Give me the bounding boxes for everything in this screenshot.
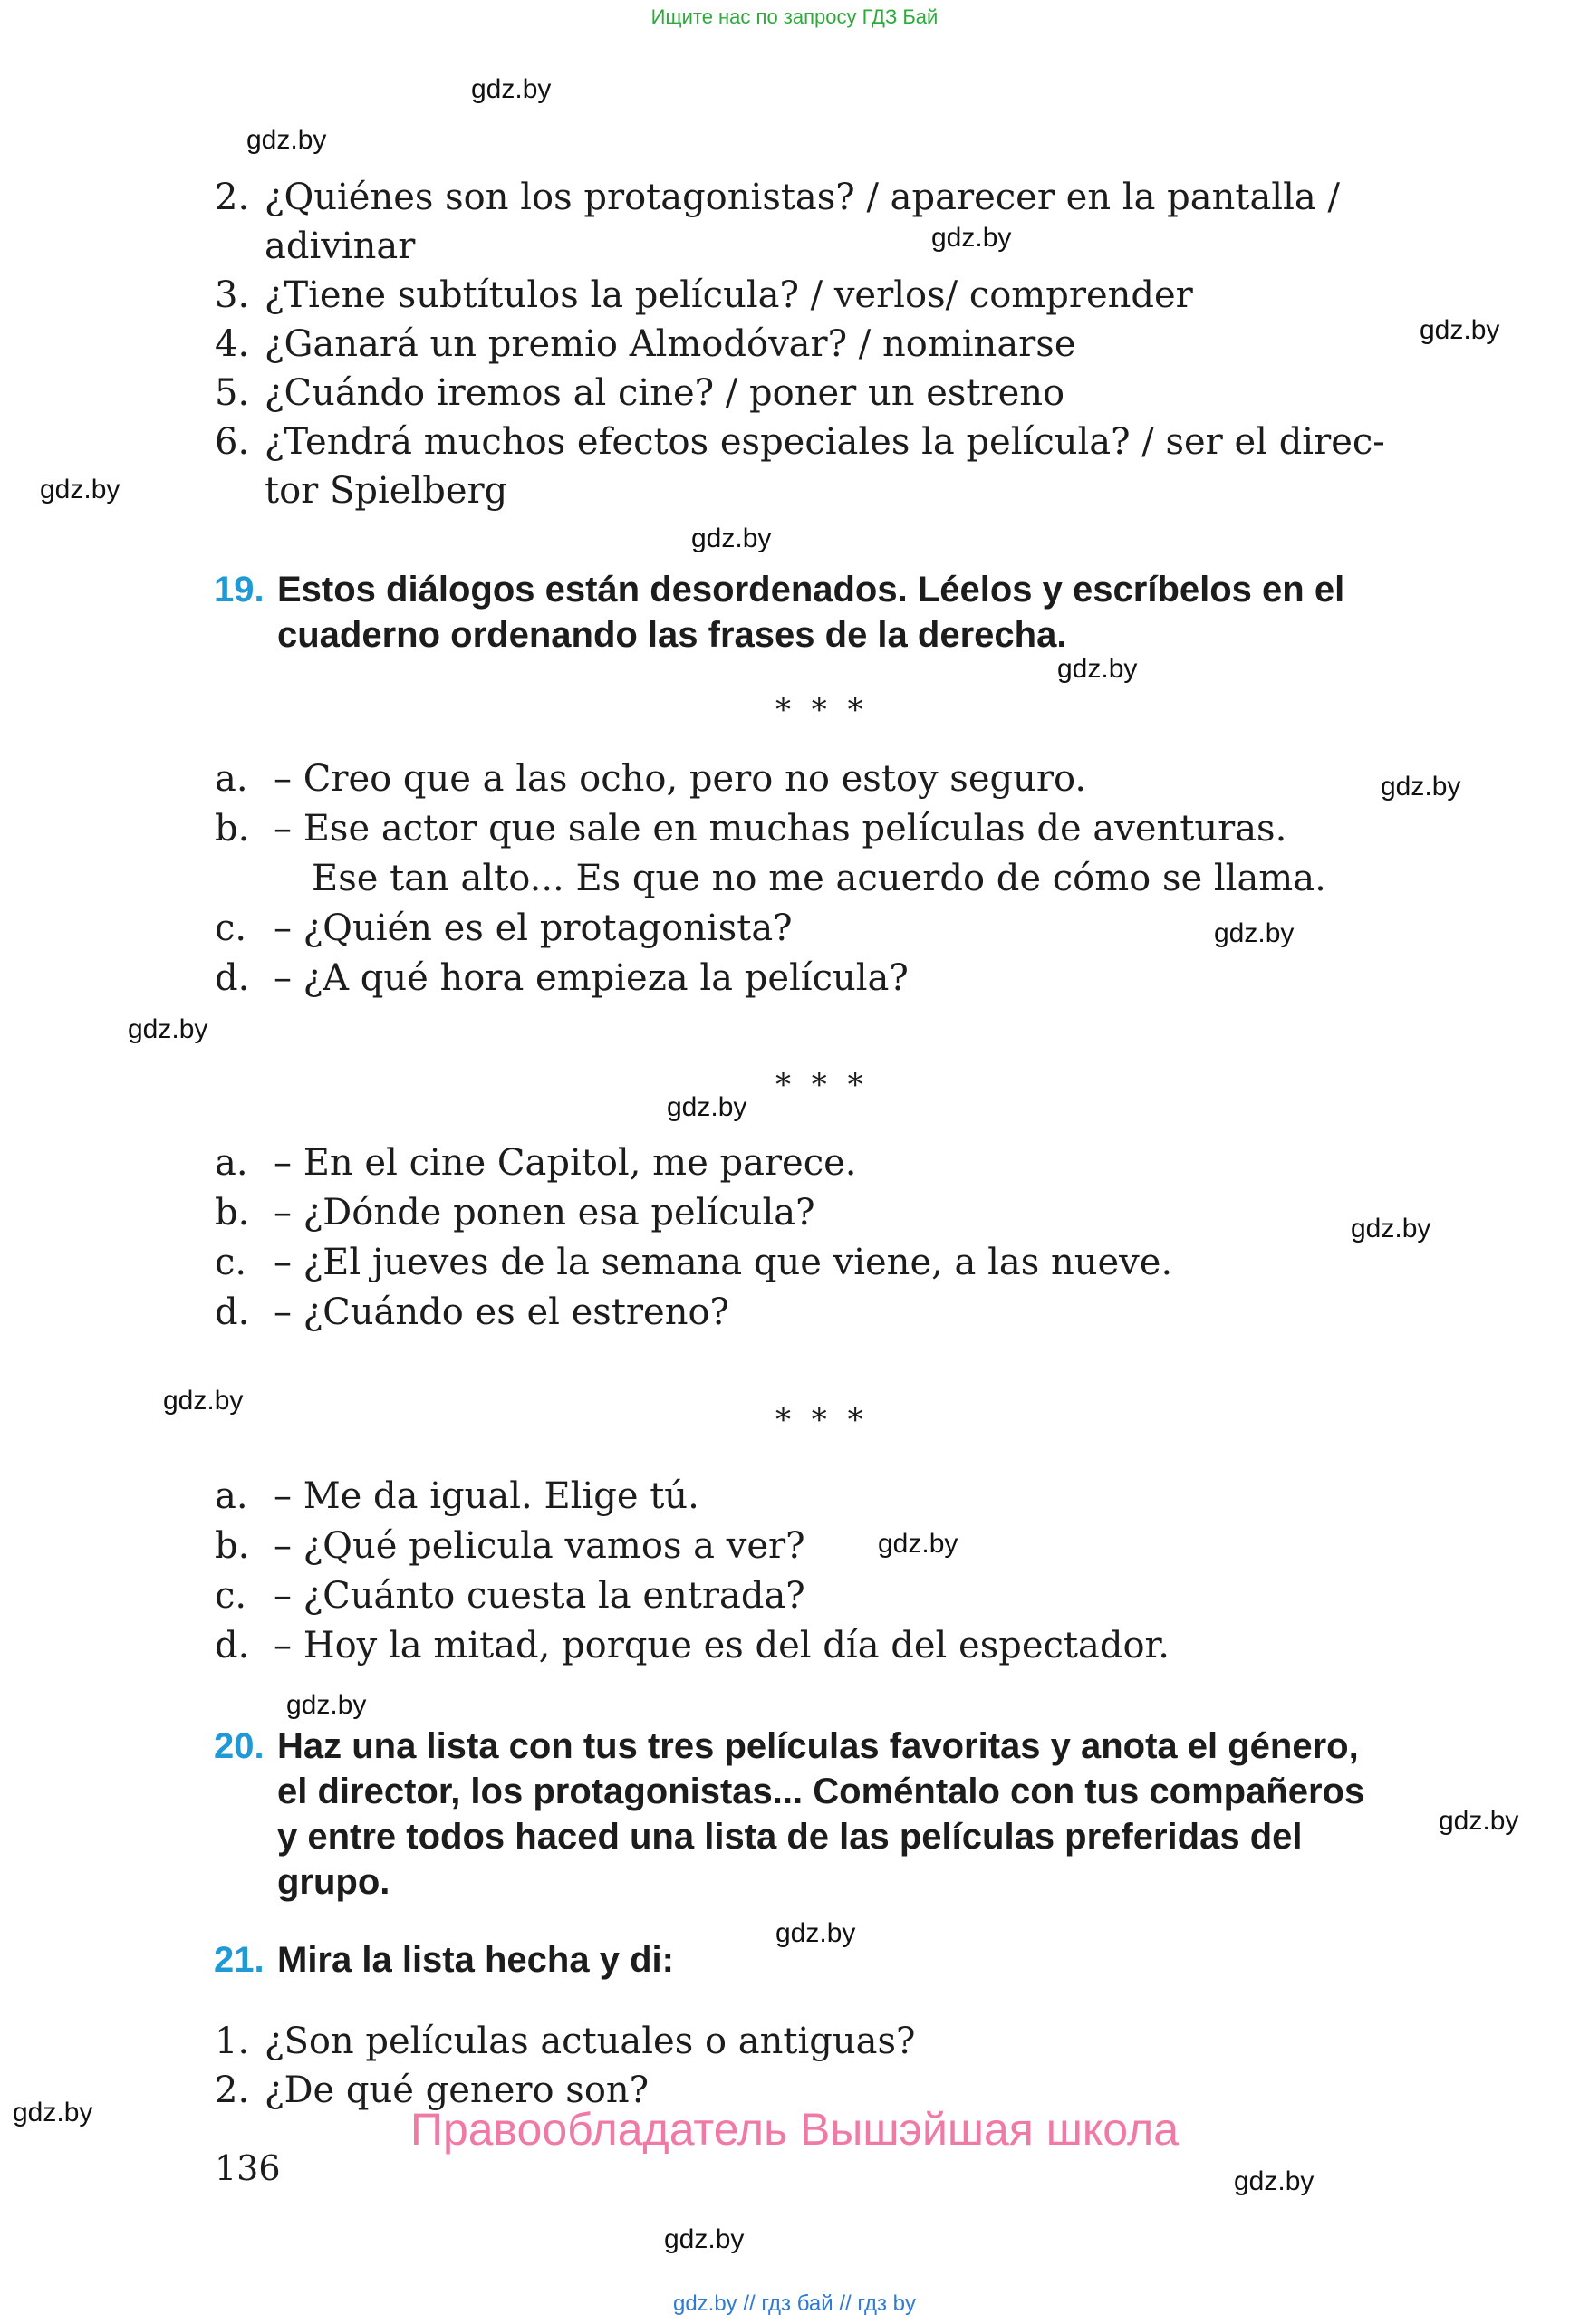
question-number: 2. <box>215 177 250 218</box>
dialog-line: – ¿Quién es el protagonista? <box>274 908 793 949</box>
dialog-line: – En el cine Capitol, me parece. <box>274 1142 857 1184</box>
dialog-line: – ¿Dónde ponen esa película? <box>274 1192 815 1234</box>
watermark: gdz.by <box>667 1092 747 1122</box>
question-number: 1. <box>215 2021 250 2062</box>
exercise-number: 19. <box>214 570 265 610</box>
dialog-letter: d. <box>215 1292 250 1333</box>
copyright-notice: Правообладатель Вышэйшая школа <box>410 2104 1179 2155</box>
question-number: 4. <box>215 323 250 365</box>
top-banner: Ищите нас по запросу ГДЗ Бай <box>650 5 939 28</box>
watermark: gdz.by <box>163 1386 244 1416</box>
dialog-letter: c. <box>215 908 247 949</box>
question-text-line: ¿Tiene subtítulos la película? / verlos/ comprender <box>265 274 1193 316</box>
question-text-line: ¿De qué genero son? <box>265 2070 650 2111</box>
watermark: gdz.by <box>775 1918 856 1948</box>
question-text-line: ¿Tendrá muchos efectos especiales la película? / ser el direc- <box>265 421 1385 463</box>
watermark: gdz.by <box>286 1690 367 1720</box>
exercise-instruction-line: el director, los protagonistas... Coméntalo con tus compañeros <box>277 1772 1365 1811</box>
exercise-instruction-line: cuaderno ordenando las frases de la derecha. <box>277 615 1067 655</box>
watermark: gdz.by <box>1381 772 1461 802</box>
question-text-line: ¿Ganará un premio Almodóvar? / nominarse <box>265 323 1076 365</box>
dialog-letter: b. <box>215 1192 250 1234</box>
exercise-instruction-line: Haz una lista con tus tres películas favoritas y anota el género, <box>277 1726 1359 1766</box>
watermark: gdz.by <box>471 74 552 104</box>
separator: * * * <box>775 692 869 728</box>
question-text-line: ¿Quiénes son los protagonistas? / aparecer en la pantalla / <box>265 177 1340 218</box>
watermark: gdz.by <box>878 1529 958 1559</box>
watermark: gdz.by <box>128 1014 208 1044</box>
dialog-letter: b. <box>215 1525 250 1567</box>
dialog-line: Ese tan alto... Es que no me acuerdo de cómo se llama. <box>312 858 1326 899</box>
watermark: gdz.by <box>664 2224 745 2254</box>
dialog-letter: d. <box>215 957 250 999</box>
watermark: gdz.by <box>1234 2166 1315 2196</box>
page-number: 136 <box>215 2148 281 2188</box>
dialog-line: – ¿Cuándo es el estreno? <box>274 1292 729 1333</box>
exercise-number: 20. <box>214 1726 265 1766</box>
question-number: 3. <box>215 274 250 316</box>
separator: * * * <box>775 1067 869 1103</box>
exercise-number: 21. <box>214 1940 265 1980</box>
dialog-line: – Ese actor que sale en muchas películas de aventuras. <box>274 808 1287 850</box>
watermark: gdz.by <box>1420 315 1500 345</box>
dialog-letter: d. <box>215 1625 250 1666</box>
dialog-line: – ¿Cuánto cuesta la entrada? <box>274 1575 805 1617</box>
question-text-line: tor Spielberg <box>265 470 508 512</box>
watermark: gdz.by <box>1351 1214 1431 1244</box>
question-text-line: ¿Cuándo iremos al cine? / poner un estreno <box>265 372 1065 414</box>
dialog-letter: a. <box>215 1142 248 1184</box>
exercise-instruction-line: y entre todos haced una lista de las películas preferidas del <box>277 1817 1303 1857</box>
watermark: gdz.by <box>1057 654 1138 684</box>
question-number: 5. <box>215 372 250 414</box>
dialog-line: – ¿A qué hora empieza la película? <box>274 957 909 999</box>
dialog-line: – Hoy la mitad, porque es del día del espectador. <box>274 1625 1170 1666</box>
footer-links: gdz.by // гдз бай // гдз by <box>672 2291 917 2316</box>
question-number: 2. <box>215 2070 250 2111</box>
watermark: gdz.by <box>246 125 327 155</box>
question-text <box>265 179 1420 216</box>
dialog-letter: c. <box>215 1242 247 1283</box>
watermark: gdz.by <box>40 475 120 504</box>
dialog-line: – ¿Qué pelicula vamos a ver? <box>274 1525 805 1567</box>
watermark: gdz.by <box>1214 918 1295 948</box>
watermark: gdz.by <box>691 523 772 553</box>
watermark: gdz.by <box>13 2098 93 2127</box>
dialog-letter: a. <box>215 1475 248 1517</box>
dialog-letter: c. <box>215 1575 247 1617</box>
separator: * * * <box>775 1402 869 1438</box>
dialog-letter: b. <box>215 808 250 850</box>
dialog-line: – ¿El jueves de la semana que viene, a las nueve. <box>274 1242 1173 1283</box>
question-text-line: adivinar <box>265 226 416 267</box>
watermark: gdz.by <box>931 223 1012 253</box>
exercise-instruction-line: Mira la lista hecha y di: <box>277 1940 674 1980</box>
exercise-instruction-line: Estos diálogos están desordenados. Léelos y escríbelos en el <box>277 570 1345 610</box>
exercise-instruction-line: grupo. <box>277 1862 390 1902</box>
question-text-line: ¿Son películas actuales o antiguas? <box>265 2021 916 2062</box>
question-number: 6. <box>215 421 250 463</box>
dialog-letter: a. <box>215 758 248 800</box>
dialog-line: – Me da igual. Elige tú. <box>274 1475 699 1517</box>
watermark: gdz.by <box>1439 1806 1519 1836</box>
dialog-line: – Creo que a las ocho, pero no estoy seguro. <box>274 758 1087 800</box>
